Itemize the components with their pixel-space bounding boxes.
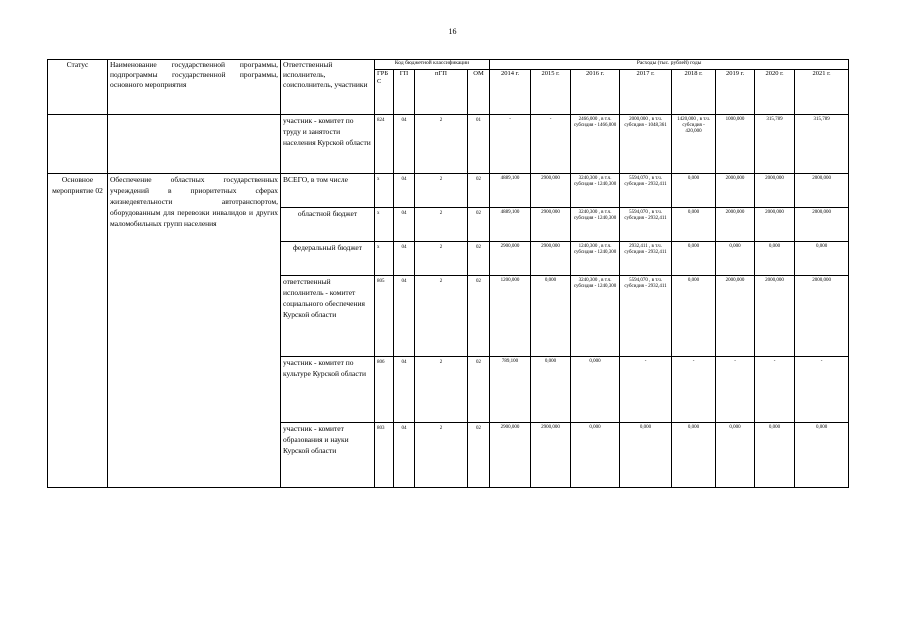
code-cell: 824 bbox=[375, 115, 394, 174]
year-header: 2018 г. bbox=[672, 70, 716, 115]
executor-cell: федеральный бюджет bbox=[281, 242, 375, 276]
value-cell: 0,000 bbox=[716, 242, 755, 276]
name-cell: Обеспечение областных государственных учреждений в приоритетных сферах жизнедеятельности автотранспортом, оборудованным для перевозки инвалидов и других маломобильных групп населения bbox=[108, 174, 281, 488]
value-cell: 1200,000 bbox=[490, 276, 531, 357]
year-header: 2019 г. bbox=[716, 70, 755, 115]
page-number: 16 bbox=[448, 27, 457, 36]
table-row bbox=[48, 174, 849, 208]
value-cell: - bbox=[795, 357, 849, 423]
value-cell: 4889,100 bbox=[490, 208, 531, 242]
budget-table bbox=[47, 59, 849, 488]
value-cell: 0,000 bbox=[755, 242, 795, 276]
value-cell: 789,100 bbox=[490, 357, 531, 423]
value-cell: 2000,000 , в т.ч. субсидия - 1048,361 bbox=[620, 115, 672, 174]
value-cell: 0,000 bbox=[672, 423, 716, 488]
executor-header: Ответственный исполнитель, соисполнитель, участники bbox=[281, 60, 375, 115]
value-cell: 0,000 bbox=[531, 276, 571, 357]
value-cell: 0,000 bbox=[755, 423, 795, 488]
code-cell: х bbox=[375, 174, 394, 208]
value-cell: 0,000 bbox=[672, 276, 716, 357]
code-cell: 04 bbox=[394, 208, 415, 242]
value-cell: 2900,000 bbox=[531, 174, 571, 208]
code-cell: 806 bbox=[375, 357, 394, 423]
code-cell: 2 bbox=[415, 357, 468, 423]
header-row-top bbox=[48, 60, 849, 70]
value-cell: 1420,000 , в т.ч. субсидия - 420,000 bbox=[672, 115, 716, 174]
value-cell: 5594,070 , в т.ч. субсидия - 2932,411 bbox=[620, 276, 672, 357]
code-cell: 2 bbox=[415, 174, 468, 208]
value-cell: 0,000 bbox=[672, 208, 716, 242]
year-header: 2015 г. bbox=[531, 70, 571, 115]
value-cell: 2000,000 bbox=[795, 208, 849, 242]
executor-cell: участник - комитет по культуре Курской области bbox=[281, 357, 375, 423]
value-cell: 0,000 bbox=[620, 423, 672, 488]
code-cell: 2 bbox=[415, 242, 468, 276]
executor-cell: ответственный исполнитель - комитет социального обеспечения Курской области bbox=[281, 276, 375, 357]
year-header: 2017 г. bbox=[620, 70, 672, 115]
value-cell: - bbox=[755, 357, 795, 423]
value-cell: - bbox=[716, 357, 755, 423]
value-cell: 0,000 bbox=[571, 357, 620, 423]
value-cell: 2000,000 bbox=[716, 276, 755, 357]
code-cell: 02 bbox=[468, 174, 490, 208]
value-cell: 315,789 bbox=[795, 115, 849, 174]
code-cell: 04 bbox=[394, 423, 415, 488]
value-cell: 2900,000 bbox=[490, 423, 531, 488]
code-header-pgp: пГП bbox=[415, 70, 468, 115]
value-cell: 0,000 bbox=[795, 423, 849, 488]
table-row bbox=[48, 115, 849, 174]
value-cell: 2932,411 , в т.ч. субсидия - 2932,411 bbox=[620, 242, 672, 276]
code-cell: 2 bbox=[415, 423, 468, 488]
value-cell: 5594,070 , в т.ч. субсидия - 2932,411 bbox=[620, 174, 672, 208]
executor-cell: участник - комитет по труду и занятости населения Курской области bbox=[281, 115, 375, 174]
code-header-grbs: ГРБ С bbox=[375, 70, 394, 115]
value-cell: - bbox=[672, 357, 716, 423]
value-cell: 2000,000 bbox=[716, 208, 755, 242]
name-cell bbox=[108, 115, 281, 174]
code-cell: 02 bbox=[468, 242, 490, 276]
year-header: 2014 г. bbox=[490, 70, 531, 115]
code-cell: 04 bbox=[394, 174, 415, 208]
value-cell: 3240,300 , в т.ч. субсидия - 1240,300 bbox=[571, 276, 620, 357]
value-cell: 2000,000 bbox=[716, 174, 755, 208]
code-cell: 805 bbox=[375, 276, 394, 357]
code-cell: х bbox=[375, 242, 394, 276]
name-header: Наименование государственной программы, подпрограммы государственной программы, основного мероприятия bbox=[108, 60, 281, 115]
expenses-header: Расходы (тыс. рублей) годы bbox=[490, 60, 849, 70]
code-cell: х bbox=[375, 208, 394, 242]
code-header-om: ОМ bbox=[468, 70, 490, 115]
executor-cell: ВСЕГО, в том числе bbox=[281, 174, 375, 208]
value-cell: 2000,000 bbox=[755, 208, 795, 242]
executor-cell: областной бюджет bbox=[281, 208, 375, 242]
status-cell bbox=[48, 115, 108, 174]
status-cell: Основное мероприятие 02 bbox=[48, 174, 108, 488]
value-cell: 2000,000 bbox=[755, 276, 795, 357]
value-cell: 1000,000 bbox=[716, 115, 755, 174]
value-cell: 2900,000 bbox=[531, 423, 571, 488]
value-cell: 2000,000 bbox=[795, 174, 849, 208]
code-cell: 2 bbox=[415, 276, 468, 357]
value-cell: 0,000 bbox=[531, 357, 571, 423]
value-cell: 315,789 bbox=[755, 115, 795, 174]
value-cell: 2466,000 , в т.ч. субсидия - 1466,000 bbox=[571, 115, 620, 174]
code-cell: 803 bbox=[375, 423, 394, 488]
value-cell: 2900,000 bbox=[531, 208, 571, 242]
year-header: 2020 г. bbox=[755, 70, 795, 115]
code-cell: 01 bbox=[468, 115, 490, 174]
year-header: 2016 г. bbox=[571, 70, 620, 115]
value-cell: 0,000 bbox=[795, 242, 849, 276]
value-cell: 2000,000 bbox=[795, 276, 849, 357]
value-cell: 0,000 bbox=[571, 423, 620, 488]
value-cell: - bbox=[531, 115, 571, 174]
value-cell: 0,000 bbox=[672, 242, 716, 276]
value-cell: 3240,300 , в т.ч. субсидия - 1240,300 bbox=[571, 174, 620, 208]
code-cell: 2 bbox=[415, 115, 468, 174]
value-cell: 0,000 bbox=[716, 423, 755, 488]
value-cell: - bbox=[620, 357, 672, 423]
code-header-gp: ГП bbox=[394, 70, 415, 115]
value-cell: 2900,000 bbox=[531, 242, 571, 276]
budget-code-header: Код бюджетной классификации bbox=[375, 60, 490, 70]
code-cell: 02 bbox=[468, 276, 490, 357]
code-cell: 04 bbox=[394, 276, 415, 357]
code-cell: 04 bbox=[394, 242, 415, 276]
value-cell: 5594,070 , в т.ч. субсидия - 2932,411 bbox=[620, 208, 672, 242]
value-cell: 1240,300 , в т.ч. субсидия - 1240,300 bbox=[571, 242, 620, 276]
code-cell: 04 bbox=[394, 357, 415, 423]
value-cell: - bbox=[490, 115, 531, 174]
code-cell: 02 bbox=[468, 423, 490, 488]
code-cell: 02 bbox=[468, 208, 490, 242]
code-cell: 2 bbox=[415, 208, 468, 242]
value-cell: 2900,000 bbox=[490, 242, 531, 276]
year-header: 2021 г. bbox=[795, 70, 849, 115]
value-cell: 3240,300 , в т.ч. субсидия - 1240,300 bbox=[571, 208, 620, 242]
value-cell: 2000,000 bbox=[755, 174, 795, 208]
code-cell: 04 bbox=[394, 115, 415, 174]
status-header: Статус bbox=[48, 60, 108, 115]
code-cell: 02 bbox=[468, 357, 490, 423]
executor-cell: участник - комитет образования и науки Курской области bbox=[281, 423, 375, 488]
value-cell: 4889,100 bbox=[490, 174, 531, 208]
value-cell: 0,000 bbox=[672, 174, 716, 208]
